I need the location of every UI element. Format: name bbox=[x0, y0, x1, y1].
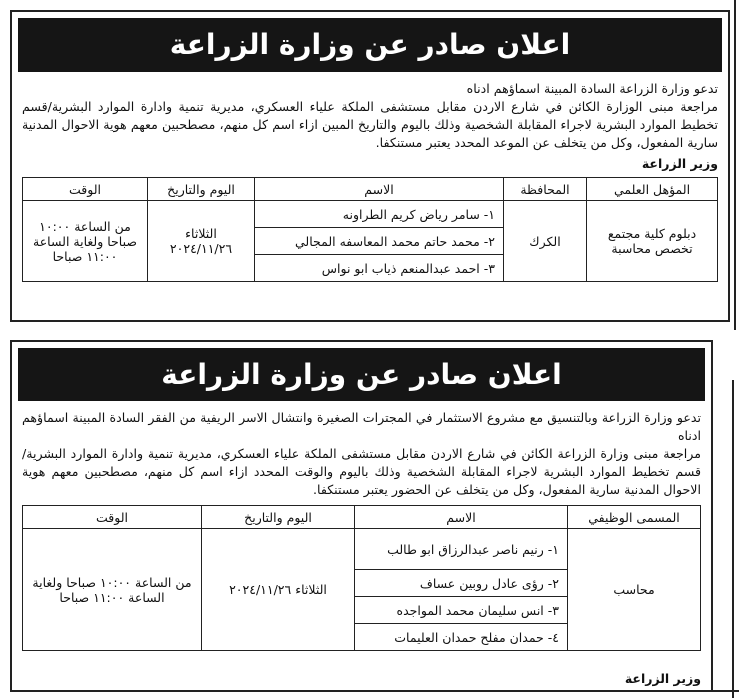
page-edge bbox=[660, 690, 739, 692]
page-edge bbox=[732, 380, 734, 698]
announcement-2-title: اعلان صادر عن وزارة الزراعة bbox=[18, 348, 705, 401]
header-time: الوقت bbox=[23, 178, 148, 201]
date-cell: الثلاثاء ٢٠٢٤/١١/٢٦ bbox=[202, 529, 355, 651]
name-cell: ٢- رؤى عادل روبين عساف bbox=[355, 570, 568, 597]
announcement-1-table bbox=[22, 177, 718, 282]
header-time: الوقت bbox=[23, 506, 202, 529]
name-cell: ٣- انس سليمان محمد المواجده bbox=[355, 597, 568, 624]
time-cell: من الساعة ١٠:٠٠ صباحا ولغاية الساعة ١١:٠٠ صباحا bbox=[23, 529, 202, 651]
header-name: الاسم bbox=[255, 178, 504, 201]
announcement-2-paragraph: مراجعة مبنى وزارة الزراعة الكائن في شارع الاردن مقابل مستشفى الملكة علياء العسكري، مديرية تنمية وادارة الموارد البشرية/قسم تخطيط الموارد البشرية لاجراء المقابلة الشخصية وذلك باليوم والوقت المحدد ازاء اسم كل منهم، مصطحبين معهم هوية الاحوال المدنية سارية المفعول، وكل من يتخلف عن الحضور يعتبر مستنكفا. bbox=[22, 446, 701, 497]
announcement-1-signature: وزير الزراعة bbox=[641, 156, 718, 171]
announcement-2-table bbox=[22, 505, 701, 651]
governorate-cell: الكرك bbox=[504, 201, 587, 282]
table-header-row bbox=[23, 178, 718, 201]
time-cell: من الساعة ١٠:٠٠ صباحا ولغاية الساعة ١١:٠٠ صباحا bbox=[23, 201, 148, 282]
header-name: الاسم bbox=[355, 506, 568, 529]
name-cell: ٤- حمدان مفلح حمدان العليمات bbox=[355, 624, 568, 651]
table-header-row bbox=[23, 506, 701, 529]
name-cell: ٢- محمد حاتم محمد المعاسفه المجالي bbox=[255, 228, 504, 255]
announcement-2-body bbox=[22, 409, 701, 499]
announcement-2-paragraph: تدعو وزارة الزراعة وبالتنسيق مع مشروع الاستثمار في المجترات الصغيرة وانتشال الاسر الريفية من الفقر السادة المبينة اسماؤهم ادناه bbox=[22, 410, 701, 443]
header-job-title: المسمى الوظيفي bbox=[568, 506, 701, 529]
page-edge bbox=[734, 0, 736, 330]
announcement-1-paragraph: تدعو وزارة الزراعة السادة المبينة اسماؤهم ادناه bbox=[466, 81, 718, 96]
date-cell: الثلاثاء ٢٠٢٤/١١/٢٦ bbox=[148, 201, 255, 282]
qualification-cell: دبلوم كلية مجتمع تخصص محاسبة bbox=[587, 201, 718, 282]
announcement-2-signature: وزير الزراعة bbox=[624, 671, 701, 686]
announcement-1-title: اعلان صادر عن وزارة الزراعة bbox=[18, 18, 722, 72]
name-cell: ١- سامر رياض كريم الطراونه bbox=[255, 201, 504, 228]
announcement-2 bbox=[10, 340, 713, 692]
job-title-cell: محاسب bbox=[568, 529, 701, 651]
table-row bbox=[23, 201, 718, 228]
table-row bbox=[23, 529, 701, 570]
header-date: اليوم والتاريخ bbox=[148, 178, 255, 201]
name-cell: ١- رنيم ناصر عبدالرزاق ابو طالب bbox=[355, 529, 568, 570]
announcement-1-paragraph: مراجعة مبنى الوزارة الكائن في شارع الاردن مقابل مستشفى الملكة علياء العسكري، مديرية تنمية وادارة الموارد البشرية/قسم تخطيط الموارد البشرية لاجراء المقابلة الشخصية وذلك باليوم والتاريخ المبين ازاء اسم كل منهم، مصطحبين معهم هوية الاحوال المدنية سارية المفعول، وكل من يتخلف عن الموعد المحدد يعتبر مستنكفا. bbox=[22, 99, 718, 150]
name-cell: ٣- احمد عبدالمنعم ذياب ابو نواس bbox=[255, 255, 504, 282]
header-date: اليوم والتاريخ bbox=[202, 506, 355, 529]
header-governorate: المحافظة bbox=[504, 178, 587, 201]
header-qualification: المؤهل العلمي bbox=[587, 178, 718, 201]
announcement-1-body bbox=[22, 80, 718, 152]
announcement-1 bbox=[10, 10, 730, 322]
